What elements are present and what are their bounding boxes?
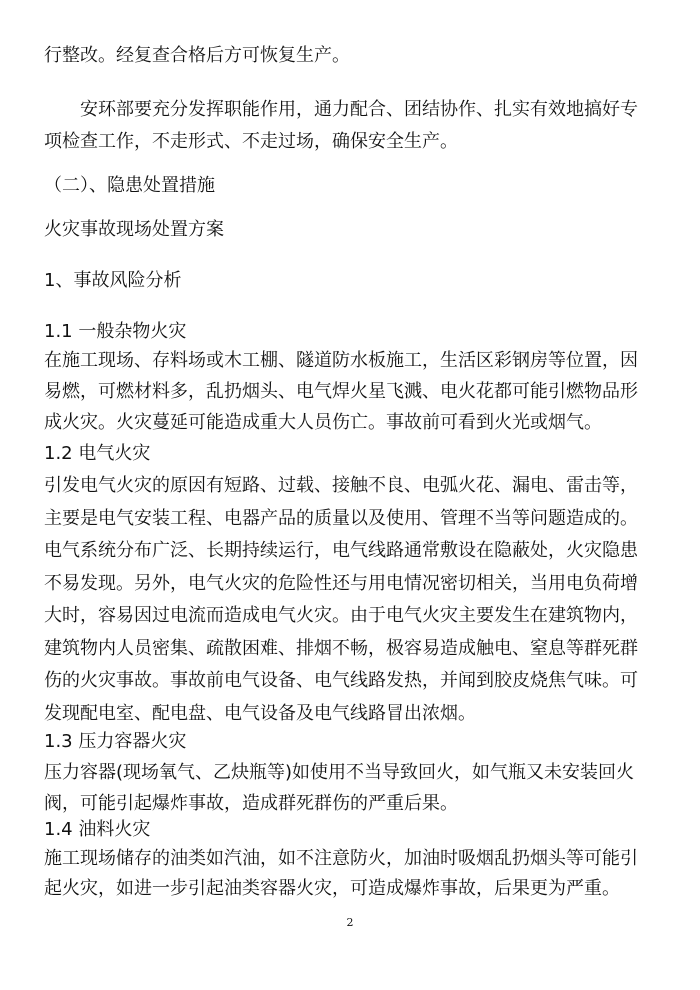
- body-line: 成火灾。火灾蔓延可能造成重大人员伤亡。事故前可看到火光或烟气。: [44, 412, 602, 433]
- paragraph-line: 安环部要充分发挥职能作用，通力配合、团结协作、扎实有效地搞好专: [80, 99, 638, 120]
- subsection-heading: 1.1 一般杂物火灾: [44, 321, 187, 342]
- risk-analysis-heading: 1、事故风险分析: [44, 270, 182, 291]
- body-line: 大时，容易因过电流而造成电气火灾。由于电气火灾主要发生在建筑物内，: [44, 605, 638, 626]
- intro-line: 行整改。经复查合格后方可恢复生产。: [44, 45, 350, 66]
- body-line: 发现配电室、配电盘、电气设备及电气线路冒出浓烟。: [44, 703, 476, 724]
- section-heading: （二）、隐患处置措施: [44, 175, 215, 196]
- plan-title: 火灾事故现场处置方案: [44, 219, 224, 240]
- body-line: 阀，可能引起爆炸事故，造成群死群伤的严重后果。: [44, 793, 458, 814]
- body-line: 引发电气火灾的原因有短路、过载、接触不良、电弧火花、漏电、雷击等，: [44, 475, 638, 496]
- body-line: 易燃，可燃材料多，乱扔烟头、电气焊火星飞溅、电火花都可能引燃物品形: [44, 381, 638, 402]
- body-line: 不易发现。另外，电气火灾的危险性还与用电情况密切相关，当用电负荷增: [44, 573, 638, 594]
- body-line: 施工现场储存的油类如汽油，如不注意防火，加油时吸烟乱扔烟头等可能引: [44, 848, 638, 869]
- body-line: 起火灾，如进一步引起油类容器火灾，可造成爆炸事故，后果更为严重。: [44, 878, 620, 899]
- subsection-heading: 1.2 电气火灾: [44, 443, 151, 464]
- subsection-heading: 1.3 压力容器火灾: [44, 731, 187, 752]
- body-line: 电气系统分布广泛、长期持续运行，电气线路通常敷设在隐蔽处，火灾隐患: [44, 540, 638, 561]
- body-line: 在施工现场、存料场或木工棚、隧道防水板施工，生活区彩钢房等位置，因: [44, 350, 638, 371]
- subsection-heading: 1.4 油料火灾: [44, 819, 151, 840]
- body-line: 建筑物内人员密集、疏散困难、排烟不畅，极容易造成触电、窒息等群死群: [44, 638, 638, 659]
- body-line: 压力容器(现场氧气、乙炔瓶等)如使用不当导致回火，如气瓶又未安装回火: [44, 762, 635, 783]
- paragraph-line: 项检查工作，不走形式、不走过场，确保安全生产。: [44, 131, 458, 152]
- body-line: 主要是电气安装工程、电器产品的质量以及使用、管理不当等问题造成的。: [44, 508, 638, 529]
- page-number: 2: [346, 916, 354, 929]
- body-line: 伤的火灾事故。事故前电气设备、电气线路发热，并闻到胶皮烧焦气味。可: [44, 670, 638, 691]
